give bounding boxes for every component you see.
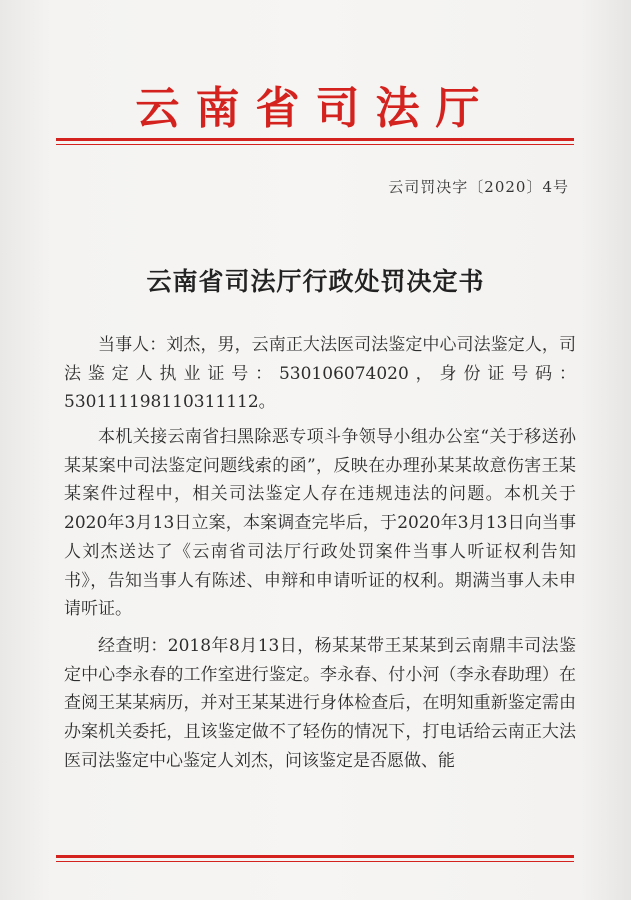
footer-rule-thin [56, 861, 574, 862]
letterhead-title: 云南省司法厅 [135, 83, 496, 134]
paragraph-case-background: 本机关接云南省扫黑除恶专项斗争领导小组办公室“关于移送孙某某案中司法鉴定问题线索的函”，反映在办理孙某某故意伤害王某某案件过程中，相关司法鉴定人存在违规违法的问题。本机关于2020年3月13日立案，本案调查完毕后，于2020年3月13日向当事人刘杰送达了《云南省司法厅行政处罚案件当事人听证权利告知书》，告知当事人有陈述、申辩和申请听证的权利。期满当事人未申请听证。 [64, 427, 576, 620]
letterhead-rule-thin [56, 144, 574, 145]
document-number: 云司罚决字〔2020〕4号 [388, 178, 569, 196]
footer-rule-thick [56, 855, 574, 858]
document-title: 云南省司法厅行政处罚决定书 [146, 267, 485, 296]
paragraph-party: 当事人：刘杰，男，云南正大法医司法鉴定中心司法鉴定人，司法鉴定人执业证号：530106074020，身份证号码：530111198110311112。 [64, 335, 576, 413]
letterhead-rule-thick [56, 138, 574, 141]
paragraph-findings: 经查明：2018年8月13日，杨某某带王某某到云南鼎丰司法鉴定中心李永春的工作室进行鉴定。李永春、付小河（李永春助理）在查阅王某某病历，并对王某某进行身体检查后，在明知重新鉴定需由办案机关委托，且该鉴定做不了轻伤的情况下，打电话给云南正大法医司法鉴定中心鉴定人刘杰，问该鉴定是否愿做、能 [64, 636, 576, 771]
